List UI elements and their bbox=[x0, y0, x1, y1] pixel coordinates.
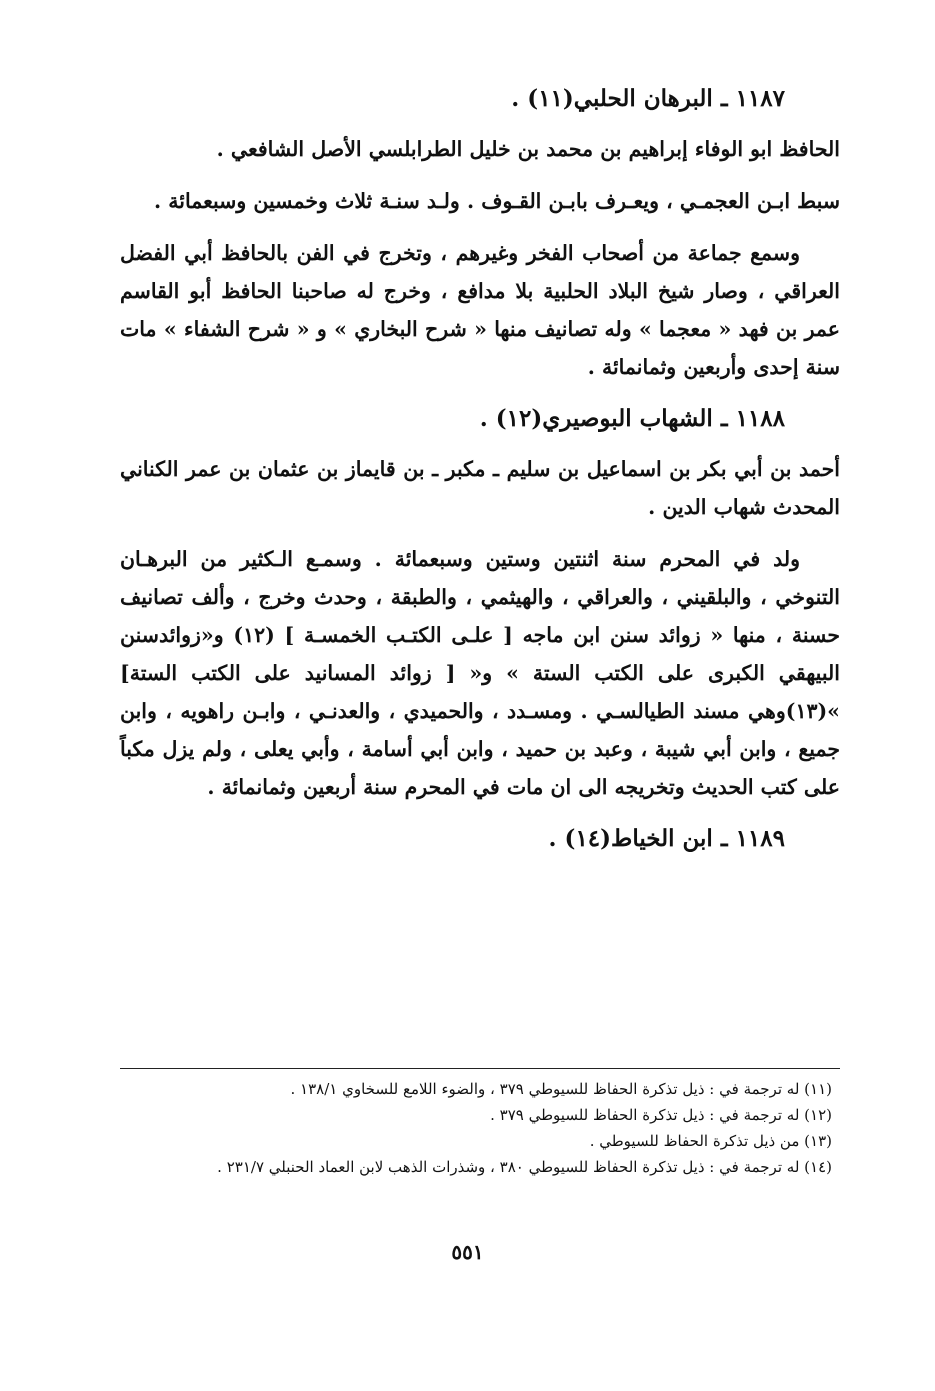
entry-heading-1189: ١١٨٩ ـ ابن الخياط(١٤) . bbox=[548, 825, 785, 852]
entry-1187-name: الحافظ ابو الوفاء إبراهيم بن محمد بن خليل الطرابلسي الأصل الشافعي . bbox=[216, 137, 840, 161]
entry-heading-1187: ١١٨٧ ـ البرهان الحلبي(١١) . bbox=[511, 85, 785, 112]
footnote-12: (١٢) له ترجمة في : ذيل تذكرة الحفاظ للسيوطي ٣٧٩ . bbox=[490, 1106, 832, 1124]
entry-1188-biography: ولد في المحرم سنة اثنتين وستين وسبعمائة . وسمـع الـكثير من البرهـان التنوخي ، والبلقيني ، والعراقي ، والهيثمي ، والطبقة ، وحدث وخرج ، وألف تصانيف حسنة ، منها « زوائد سنن ابن ماجه [ علـى الكتـب الخمسـة ] (١٢) و«زوائدسنن البيهقي الكبرى على الكتب الستة » و« [ زوائد المسانيد على الكتب الستة] »(١٣)وهي مسند الطيالسـي . ومسـدد ، والحميدي ، والعدنـي ، وابـن راهويه ، وابن جميع ، وابن أبي شيبة ، وعبد بن حميد ، وابن أبي أسامة ، وأبي يعلى ، ولم يزل مكباً على كتب الحديث وتخريجه الى ان مات في المحرم سنة أربعين وثمانمائة . bbox=[120, 547, 840, 799]
entry-heading-1188: ١١٨٨ ـ الشهاب البوصيري(١٢) . bbox=[479, 405, 785, 432]
footnote-13: (١٣) من ذيل تذكرة الحفاظ للسيوطي . bbox=[589, 1132, 832, 1150]
entry-1187-biography: وسمع جماعة من أصحاب الفخر وغيرهم ، وتخرج في الفن بالحافظ أبي الفضل العراقي ، وصار شيخ البلاد الحلبية بلا مدافع ، وخرج له صاحبنا الحافظ أبو القاسم عمر بن فهد « معجما » وله تصانيف منها « شرح البخاري » و « شرح الشفاء » مات سنة إحدى وأربعين وثمانمائة . bbox=[120, 241, 840, 379]
footnotes bbox=[120, 1076, 840, 1180]
footnote-divider bbox=[120, 1068, 840, 1069]
footnote-11: (١١) له ترجمة في : ذيل تذكرة الحفاظ للسيوطي ٣٧٩ ، والضوء اللامع للسخاوي ١٣٨/١ . bbox=[290, 1080, 832, 1098]
footnote-14: (١٤) له ترجمة في : ذيل تذكرة الحفاظ للسيوطي ٣٨٠ ، وشذرات الذهب لابن العماد الحنبلي ٢٣١/٧ . bbox=[217, 1158, 832, 1176]
entry-1188-name: أحمد بن أبي بكر بن اسماعيل بن سليم ـ مكبر ـ بن قايماز بن عثمان بن عمر الكناني المحدث شهاب الدين . bbox=[120, 457, 840, 519]
page-number: ٥٥١ bbox=[451, 1240, 484, 1264]
entry-1187-lineage: سبط ابـن العجمـي ، ويعـرف بابـن القـوف . ولـد سنـة ثلاث وخمسين وسبعمائة . bbox=[154, 189, 840, 213]
page-body bbox=[120, 80, 840, 870]
